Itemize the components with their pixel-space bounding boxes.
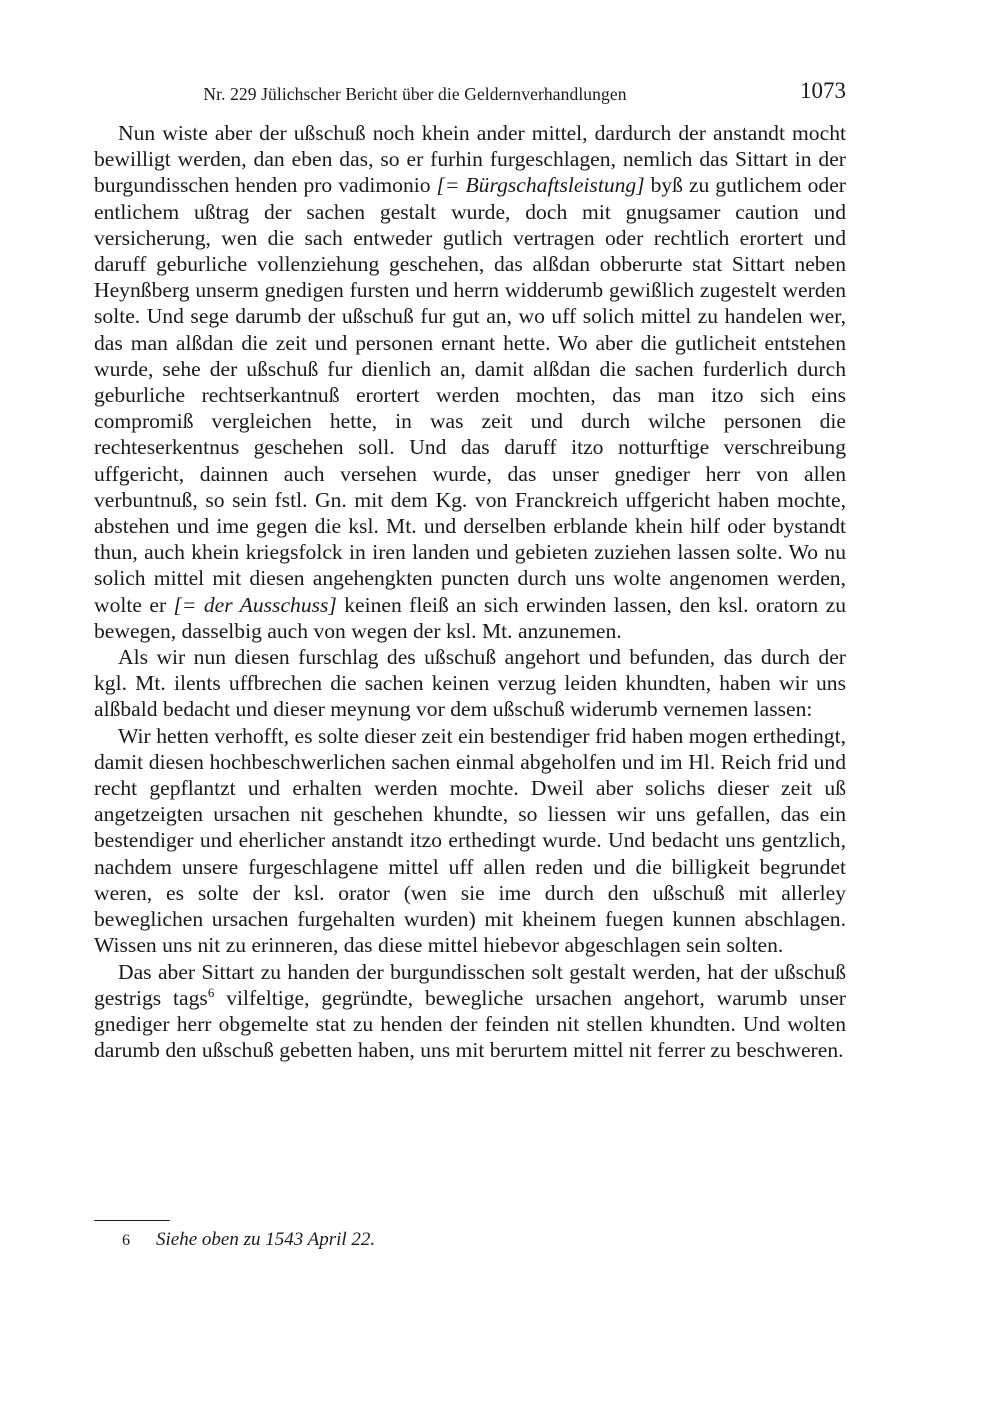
footnote-6: [94, 1228, 846, 1253]
paragraph-1-text-a: Nun wiste aber der ußschuß noch khein ander mittel, dardurch der anstandt mocht bewilligt werden, dan eben das, so er furhin furgeschlagen, nemlich das Sittart in der burgundisschen henden pro vadimonio: [94, 121, 846, 198]
paragraph-1: [94, 120, 846, 644]
paragraph-1-text-b: byß zu gutlichem oder entlichem ußtrag der sachen gestalt wurde, doch mit gnugsamer caution und versicherung, wen die sach entweder gutlich vertragen oder rechtlich erortert und daruff geburliche vollenziehung geschehen, das alßdan obberurte stat Sittart neben Heynßberg unserm gnedigen fursten und herrn widderumb gewißlich zugestelt werden solte. Und sege darumb der ußschuß fur gut an, wo uff solich mittel zu handelen wer, das man alßdan die zeit und personen ernant hette. Wo aber die gutlicheit entstehen wurde, sehe der ußschuß fur dienlich an, damit alßdan die sachen furderlich durch geburliche rechtserkantnuß erortert werden mochten, das man itzo sich eins compromiß vergleichen hette, in was zeit und durch wilche personen die rechteserkentnus geschehen soll. Und das daruff itzo notturftige verschreibung uffgericht, dainnen auch versehen wurde, das unser gnediger herr von allen verbuntnuß, so sein fstl. Gn. mit dem Kg. von Franckreich uffgericht haben mochte, abstehen und ime gegen die ksl. Mt. und derselben erblande khein hilf oder bystandt thun, auch khein kriegsfolck in iren landen und gebieten zuziehen lassen solte. Wo nu solich mittel mit diesen angehengkten puncten durch uns wolte angenomen werden, wolte er: [94, 173, 846, 617]
main-text: [94, 120, 846, 1063]
paragraph-4: [94, 959, 846, 1064]
editorial-note-ausschuss: [= der Ausschuss]: [173, 592, 337, 617]
footnote-text: Siehe oben zu 1543 April 22.: [156, 1229, 376, 1250]
paragraph-1-text-c: keinen fleiß an sich erwinden lassen, den ksl. oratorn zu bewegen, dasselbig auch von wegen der ksl. Mt. anzunemen.: [94, 592, 846, 643]
footnote-number: 6: [122, 1232, 130, 1249]
footnote-separator: [94, 1220, 170, 1221]
editorial-note-buergschaft: [= Bürgschaftsleistung]: [436, 173, 645, 198]
footnote-reference-6[interactable]: 6: [207, 984, 215, 1000]
running-title: Nr. 229 Jülichscher Bericht über die Geldernverhandlungen: [203, 84, 627, 104]
paragraph-4-text-b: vilfeltige, gegründte, bewegliche ursachen angehort, warumb unser gnediger herr obgemelte stat zu henden der feinden nit stellen khundten. Und wolten darumb den ußschuß gebetten haben, uns mit berurtem mittel nit ferrer zu beschweren.: [94, 985, 846, 1063]
running-header: [94, 78, 846, 108]
paragraph-2: Als wir nun diesen furschlag des ußschuß angehort und befunden, das durch der kgl. Mt. ilents uffbrechen die sachen keinen verzug leiden khundten, haben wir uns alßbald bedacht und dieser meynung vor dem ußschuß widerumb vernemen lassen:: [94, 645, 846, 722]
paragraph-4-text-a: Das aber Sittart zu handen der burgundisschen solt gestalt werden, hat der ußschuß gestrigs tags: [94, 959, 846, 1010]
page-number: 1073: [800, 78, 846, 103]
paragraph-3: Wir hetten verhofft, es solte dieser zeit ein bestendiger frid haben mogen erthedingt, damit diesen hochbeschwerlichen sachen einmal abgeholfen und im Hl. Reich frid und recht gepflantzt und erhalten werden mochte. Dweil aber solichs dieser zeit uß angetzeigten ursachen nit geschehen khundte, so liessen wir uns gefallen, das ein bestendiger und eherlicher anstandt itzo erthedingt wurde. Und bedacht uns gentzlich, nachdem unsere furgeschlagene mittel uff allen reden und die billigkeit begrundet weren, es solte der ksl. orator (wen sie ime durch den ußschuß mit allerley beweglichen ursachen furgehalten wurden) mit kheinem fuegen kunnen abschlagen. Wissen uns nit zu erinneren, das diese mittel hiebevor abgeschlagen sein solten.: [94, 723, 846, 958]
